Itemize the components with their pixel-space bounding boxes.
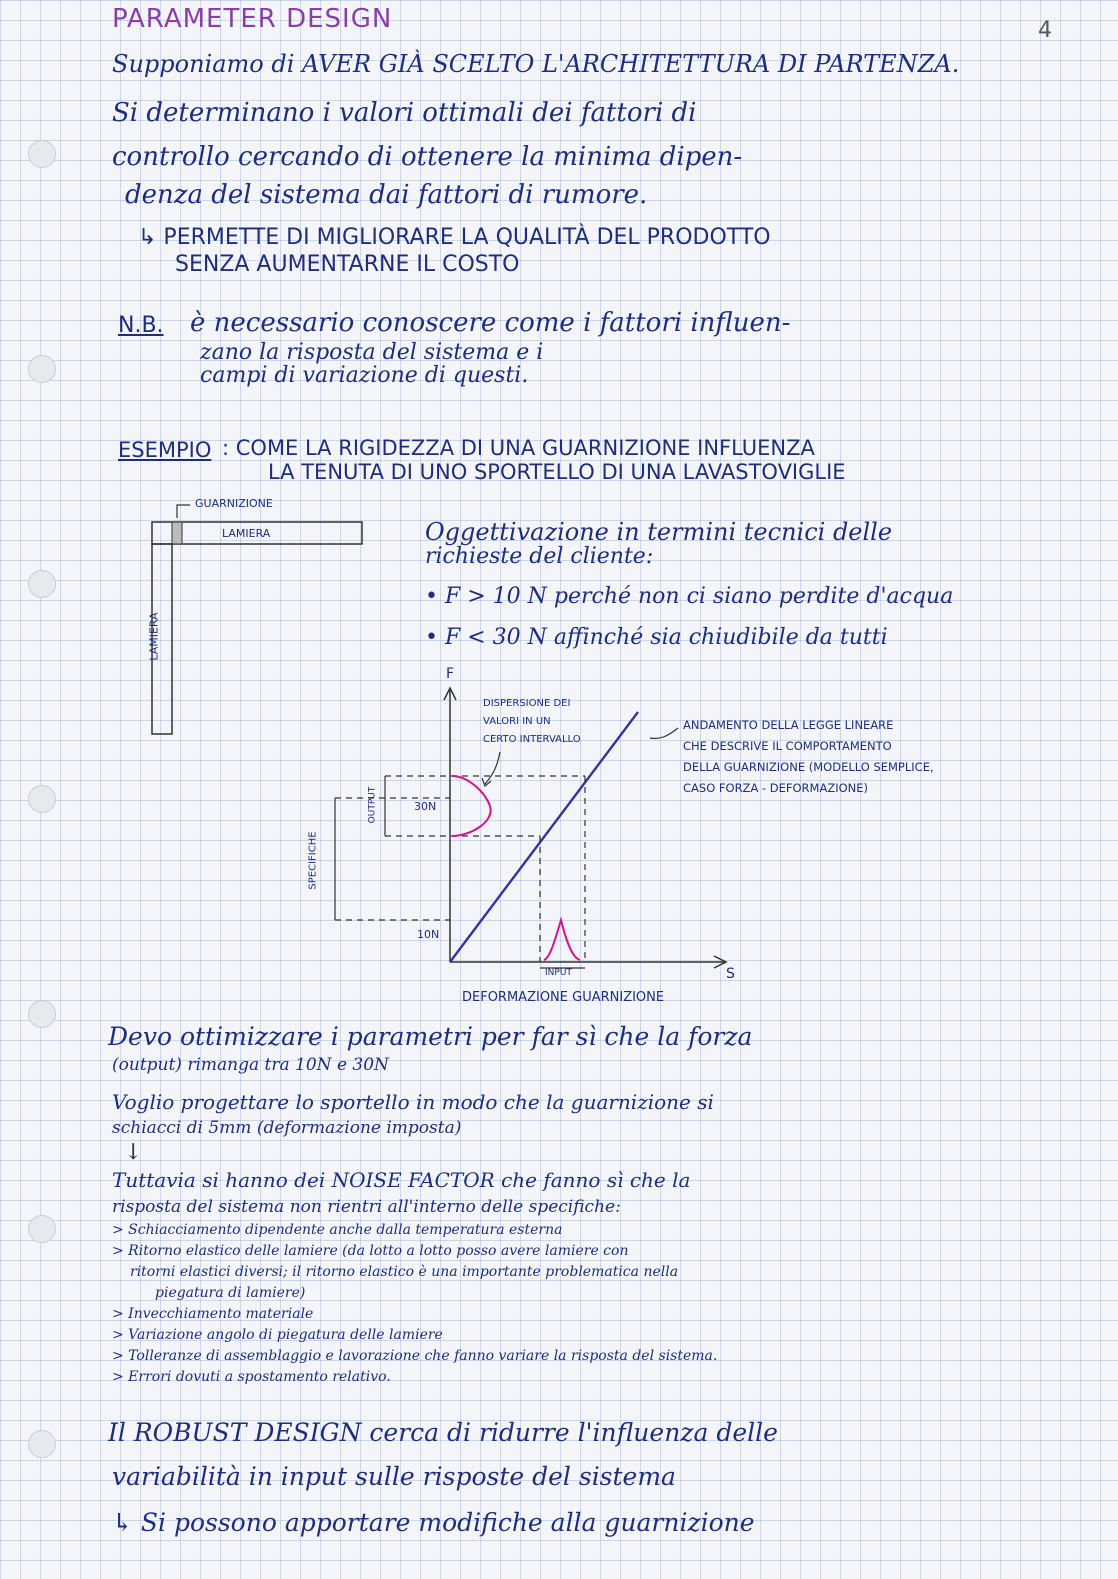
dispersion-pointer [485, 752, 500, 784]
robust-line-3: ↳ Si possono apportare modifiche alla guarnizione [112, 1508, 755, 1537]
dispersion-note-1: DISPERSIONE DEI [483, 698, 571, 709]
p1-line-1: Devo ottimizzare i parametri per far sì che la forza [108, 1022, 753, 1051]
law-note-2: CHE DESCRIVE IL COMPORTAMENTO [683, 739, 892, 753]
lamiera-h-label: LAMIERA [222, 527, 271, 540]
x-axis-label: S [726, 966, 735, 982]
page-title: PARAMETER DESIGN [112, 4, 393, 34]
req-line-2: richieste del cliente: [425, 544, 654, 569]
tick-10n: 10N [417, 928, 440, 941]
law-note-4: CASO FORZA - DEFORMAZIONE) [683, 781, 869, 795]
page-number: 4 [1038, 18, 1052, 43]
noise-item-5: > Tolleranze di assemblaggio e lavorazione che fanno variare la risposta del sistema. [112, 1348, 718, 1364]
p2-line-2: schiacci di 5mm (deformazione imposta) [112, 1118, 462, 1138]
req-line-1: Oggettivazione in termini tecnici delle [425, 518, 893, 546]
x-axis-caption: DEFORMAZIONE GUARNIZIONE [462, 990, 665, 1005]
example-line-1: : COME LA RIGIDEZZA DI UNA GUARNIZIONE INFLUENZA [222, 436, 815, 460]
nb-line-1: è necessario conoscere come i fattori influen- [190, 308, 791, 338]
guarnizione-pointer [177, 505, 190, 518]
tick-30n: 30N [414, 800, 437, 813]
input-label: INPUT [545, 968, 572, 978]
intro-line-4: denza del sistema dai fattori di rumore. [125, 180, 648, 210]
y-axis-label: F [446, 666, 455, 682]
intro-arrow-line-1: ↳ PERMETTE DI MIGLIORARE LA QUALITÀ DEL PRODOTTO [138, 225, 771, 250]
linear-law-line [450, 712, 638, 962]
noise-item-2: > Ritorno elastico delle lamiere (da lotto a lotto posso avere lamiere con [112, 1243, 629, 1259]
example-line-2: LA TENUTA DI UNO SPORTELLO DI UNA LAVASTOVIGLIE [268, 460, 846, 484]
intro-line-1: Supponiamo di AVER GIÀ SCELTO L'ARCHITETTURA DI PARTENZA. [112, 50, 960, 78]
dispersion-note-3: CERTO INTERVALLO [483, 734, 581, 745]
noise-item-6: > Errori dovuti a spostamento relativo. [112, 1369, 391, 1385]
law-pointer [650, 728, 678, 739]
guarnizione-label: GUARNIZIONE [195, 497, 273, 510]
nb-line-3: campi di variazione di questi. [200, 363, 529, 388]
nb-line-2: zano la risposta del sistema e i [200, 340, 544, 365]
req-bullet-2: • F < 30 N affinché sia chiudibile da tutti [425, 625, 888, 650]
noise-item-4: > Variazione angolo di piegatura delle lamiere [112, 1327, 443, 1343]
noise-item-2-cont: ritorni elastici diversi; il ritorno elastico è una importante problematica nella [130, 1264, 679, 1280]
intro-line-2: Si determinano i valori ottimali dei fattori di [112, 98, 697, 128]
spec-label: SPECIFICHE [307, 831, 319, 890]
noise-item-2-cont-2: piegatura di lamiere) [155, 1285, 306, 1301]
down-arrow: ↓ [124, 1140, 143, 1165]
intro-arrow-line-2: SENZA AUMENTARNE IL COSTO [175, 252, 520, 277]
noise-item-3: > Invecchiamento materiale [112, 1306, 314, 1322]
lamiera-v-label: LAMIERA [147, 612, 161, 661]
noise-item-1: > Schiacciamento dipendente anche dalla temperatura esterna [112, 1222, 563, 1238]
law-note-1: ANDAMENTO DELLA LEGGE LINEARE [683, 718, 894, 732]
robust-line-1: Il ROBUST DESIGN cerca di ridurre l'influenza delle [108, 1418, 778, 1447]
req-bullet-1: • F > 10 N perché non ci siano perdite d'acqua [425, 584, 954, 609]
p2-line-1: Voglio progettare lo sportello in modo che la guarnizione si [112, 1090, 714, 1114]
example-label: ESEMPIO [118, 438, 212, 462]
input-distribution [544, 920, 580, 960]
nb-label: N.B. [118, 313, 164, 338]
p3-line-1: Tuttavia si hanno dei NOISE FACTOR che fanno sì che la [112, 1168, 691, 1192]
dispersion-note-2: VALORI IN UN [483, 716, 551, 727]
law-note-3: DELLA GUARNIZIONE (MODELLO SEMPLICE, [683, 760, 934, 774]
p1-line-2: (output) rimanga tra 10N e 30N [112, 1055, 389, 1075]
intro-line-3: controllo cercando di ottenere la minima dipen- [112, 142, 743, 172]
p3-line-2: risposta del sistema non rientri all'interno delle specifiche: [112, 1197, 621, 1217]
output-label: OUTPUT [367, 786, 378, 824]
guarnizione-block [172, 522, 182, 544]
robust-line-2: variabilità in input sulle risposte del sistema [112, 1462, 676, 1491]
